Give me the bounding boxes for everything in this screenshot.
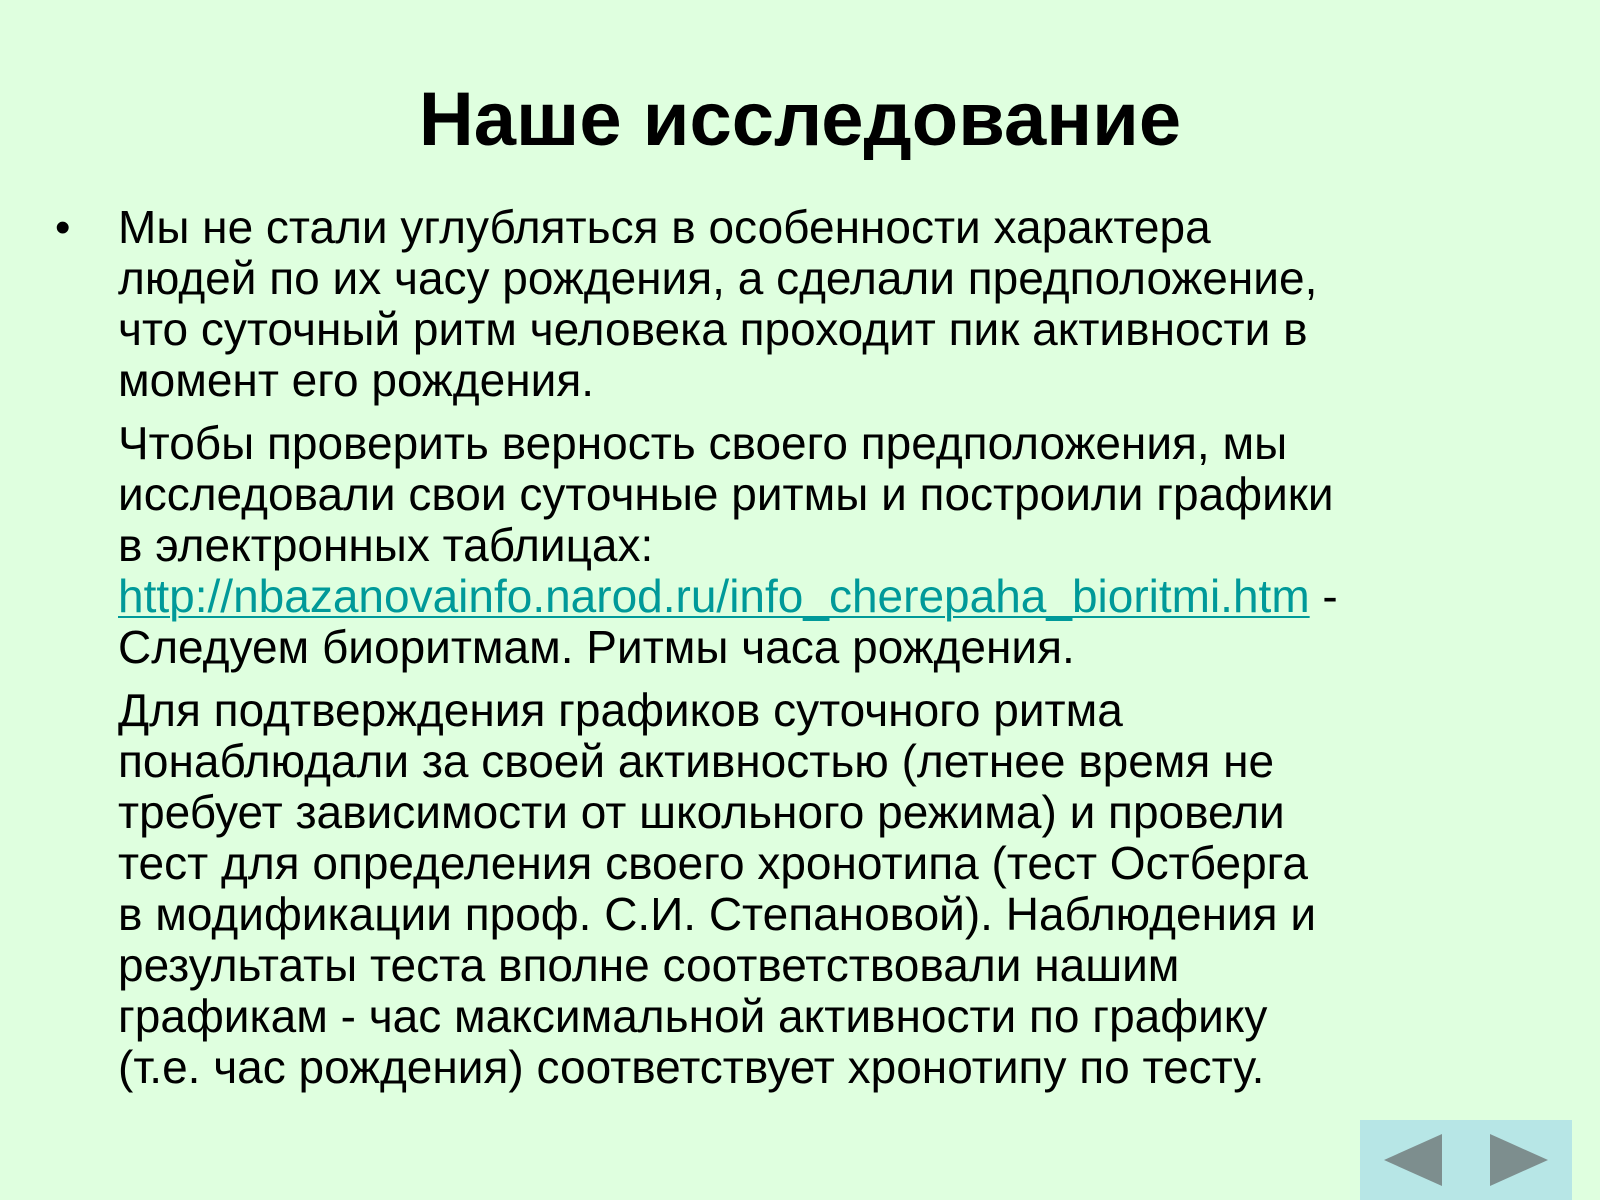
- next-slide-button[interactable]: [1466, 1120, 1572, 1200]
- paragraph-method: [118, 418, 1548, 673]
- bullet-marker: •: [55, 203, 71, 252]
- triangle-right-icon: [1488, 1132, 1550, 1188]
- paragraph-method-tail: - Следуем биоритмам. Ритмы часа рождения.: [118, 570, 1338, 673]
- previous-slide-button[interactable]: [1360, 1120, 1466, 1200]
- slide-title: Наше исследование: [418, 77, 1182, 162]
- paragraph-confirmation: Для подтверждения графиков суточного ритма понаблюдали за своей активностью (летнее время не требует зависимости от школьного режима) и провели тест для определения своего хронотипа (тест Остберга в модификации проф. С.И. Степановой). Наблюдения и результаты теста вполне соответствовали нашим графикам - час максимальной активности по графику (т.е. час рождения) соответствует хронотипу по тесту.: [118, 684, 1317, 1093]
- paragraph-hypothesis: Мы не стали углубляться в особенности характера людей по их часу рождения, а сделали предположение, что суточный ритм человека проходит пик активности в момент его рождения.: [118, 201, 1318, 406]
- bioritmi-link[interactable]: http://nbazanovainfo.narod.ru/info_cherepaha_bioritmi.htm: [118, 570, 1310, 622]
- triangle-left-icon: [1382, 1132, 1444, 1188]
- slide-navigation: [1360, 1120, 1572, 1200]
- paragraph-method-text: Чтобы проверить верность своего предположения, мы исследовали свои суточные ритмы и построили графики в электронных таблицах:: [118, 417, 1334, 571]
- slide-body: [0, 202, 1600, 1093]
